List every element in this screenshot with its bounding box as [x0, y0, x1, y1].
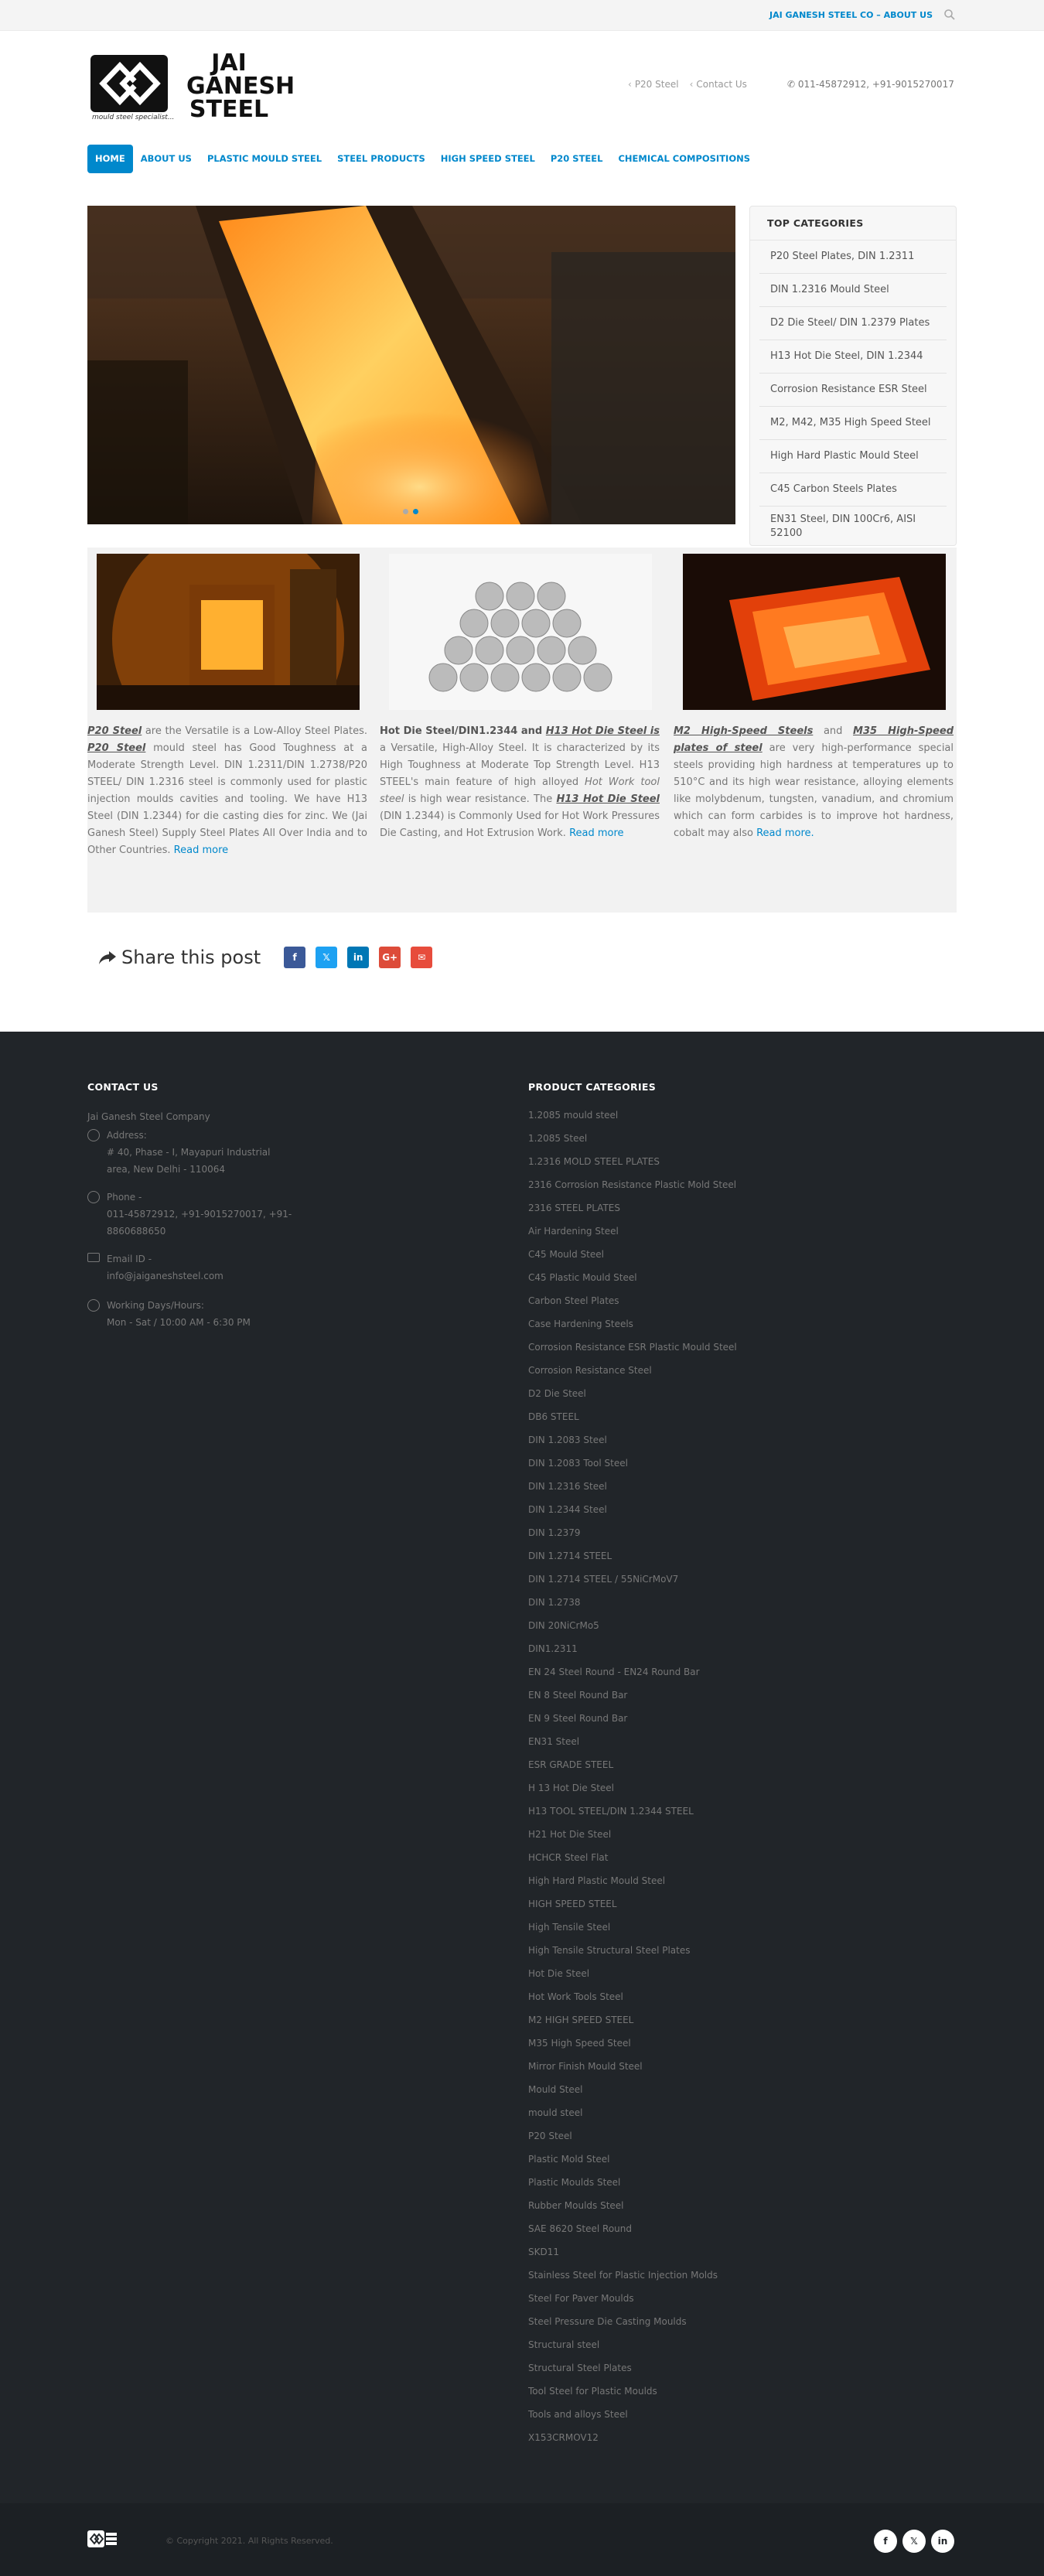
whatsapp-icon [87, 1191, 100, 1203]
share-label: Share this post [121, 947, 261, 968]
product-category-link[interactable]: X153CRMOV12 [528, 2432, 599, 2443]
footer-linkedin-button[interactable]: in [931, 2530, 954, 2553]
logo-line-2: GANESH [186, 73, 295, 100]
email-text[interactable]: info@jaiganeshsteel.com [107, 1271, 223, 1281]
feature-p20-text: P20 Steel are the Versatile is a Low-Alloy Steel Plates. P20 Steel mould steel has Good Toughness at a Moderate Strength Level. DIN 1.2311/DIN 1.2738/P20 STEEL/ DIN 1.2316 steel is commonly used for plastic injection moulds cavities and tooling. We have H13 Steel (DIN 1.2344) for die casting dies for zinc. We (Jai Ganesh Steel) Supply Steel Plates All Over India and to Other Countries. Read more [87, 725, 368, 856]
product-categories-title: PRODUCT CATEGORIES [528, 1081, 657, 1093]
product-category-link[interactable]: Plastic Moulds Steel [528, 2177, 621, 2188]
hours-block [87, 1297, 288, 1336]
product-category-link[interactable]: H 13 Hot Die Steel [528, 1783, 614, 1793]
product-category-link[interactable]: DIN 1.2083 Steel [528, 1435, 607, 1445]
category-item[interactable]: P20 Steel Plates, DIN 1.2311 [759, 241, 947, 274]
product-category-link[interactable]: 1.2085 Steel [528, 1133, 588, 1144]
product-category-link[interactable]: Carbon Steel Plates [528, 1295, 619, 1306]
chevron-right-icon: ‹ [628, 79, 632, 90]
product-category-link[interactable]: H21 Hot Die Steel [528, 1829, 612, 1840]
featured-content [87, 548, 957, 913]
product-category-link[interactable]: Hot Work Tools Steel [528, 1991, 623, 2002]
product-category-link[interactable]: EN31 Steel [528, 1736, 580, 1747]
product-category-link[interactable]: DIN 20NiCrMo5 [528, 1620, 599, 1631]
product-category-link[interactable]: Mould Steel [528, 2084, 583, 2095]
product-category-link[interactable]: DIN 1.2714 STEEL / 55NiCrMoV7 [528, 1574, 679, 1585]
clock-icon [87, 1299, 100, 1312]
main-nav [87, 145, 758, 173]
hot-steel-slab-image [87, 206, 735, 524]
category-item[interactable]: C45 Carbon Steels Plates [759, 473, 947, 507]
product-category-link[interactable]: C45 Mould Steel [528, 1249, 604, 1260]
share-linkedin-button[interactable]: in [347, 947, 369, 968]
product-category-link[interactable]: ESR GRADE STEEL [528, 1759, 614, 1770]
nav-steel-products[interactable]: STEEL PRODUCTS [337, 153, 425, 164]
feature-m2-text: M2 High-Speed Steels and M35 High-Speed plates of steel are very high-performance special steels providing high hardness at temperatures up to 510°C and its high wear resistance, alloying elements like molybdenum, tungsten, vanadium, and chromium which can form carbides is to improve hot hardness, cobalt may also Read more. [674, 725, 954, 839]
slider-dot-2[interactable] [413, 509, 418, 514]
product-category-link[interactable]: HIGH SPEED STEEL [528, 1899, 617, 1909]
product-category-link[interactable]: 1.2316 MOLD STEEL PLATES [528, 1156, 660, 1167]
copyright-bar [0, 2503, 1044, 2576]
product-category-link[interactable]: DIN 1.2379 [528, 1527, 581, 1538]
product-category-link[interactable]: Steel Pressure Die Casting Moulds [528, 2316, 687, 2327]
product-category-link[interactable]: EN 9 Steel Round Bar [528, 1713, 628, 1724]
product-category-link[interactable]: C45 Plastic Mould Steel [528, 1272, 637, 1283]
logo-line-3: STEEL [189, 96, 269, 123]
hours-text: Mon - Sat / 10:00 AM - 6:30 PM [107, 1317, 251, 1328]
envelope-icon [87, 1253, 100, 1262]
header-links [628, 79, 747, 90]
product-category-link[interactable]: Stainless Steel for Plastic Injection Molds [528, 2270, 718, 2281]
product-category-link[interactable]: Tools and alloys Steel [528, 2409, 628, 2420]
header-phone[interactable]: ✆ 011-45872912, +91-9015270017 [787, 79, 954, 90]
product-category-link[interactable]: Steel For Paver Moulds [528, 2293, 634, 2304]
phone-icon: ✆ [787, 79, 796, 90]
category-item[interactable]: High Hard Plastic Mould Steel [759, 440, 947, 473]
product-category-link[interactable]: Plastic Mold Steel [528, 2154, 610, 2165]
product-category-link[interactable]: M2 HIGH SPEED STEEL [528, 2015, 634, 2025]
product-category-link[interactable]: DIN 1.2344 Steel [528, 1504, 607, 1515]
read-more-link[interactable]: Read more [569, 827, 624, 839]
product-category-link[interactable]: Air Hardening Steel [528, 1226, 619, 1237]
copyright-text: © Copyright 2021. All Rights Reserved. [165, 2536, 333, 2546]
product-category-link[interactable]: 2316 STEEL PLATES [528, 1203, 620, 1213]
share-icon [98, 950, 117, 965]
top-bar [0, 0, 1044, 31]
chevron-right-icon: ‹ [689, 79, 694, 90]
header-link-contact[interactable]: ‹ Contact Us [689, 79, 747, 90]
email-block [87, 1250, 288, 1289]
product-category-link[interactable]: DIN 1.2714 STEEL [528, 1551, 612, 1561]
map-marker-icon [87, 1129, 100, 1141]
hot-plate-image [683, 554, 946, 710]
category-item[interactable]: D2 Die Steel/ DIN 1.2379 Plates [759, 307, 947, 340]
site-logo[interactable] [87, 49, 295, 126]
nav-high-speed-steel[interactable]: HIGH SPEED STEEL [440, 153, 535, 164]
product-category-link[interactable]: High Tensile Steel [528, 1922, 611, 1933]
category-item[interactable]: EN31 Steel, DIN 100Cr6, AISI 52100 [770, 513, 916, 539]
product-category-link[interactable]: DIN 1.2316 Steel [528, 1481, 607, 1492]
hero-slider[interactable] [87, 206, 735, 524]
product-category-link[interactable]: Case Hardening Steels [528, 1319, 633, 1329]
contact-title: CONTACT US [87, 1081, 159, 1093]
product-categories-list [528, 1107, 752, 2453]
product-category-link[interactable]: High Hard Plastic Mould Steel [528, 1875, 666, 1886]
footer-facebook-button[interactable]: f [874, 2530, 897, 2553]
address-text: # 40, Phase - I, Mayapuri Industrial area, New Delhi - 110064 [107, 1147, 271, 1175]
feature-h13-text: Hot Die Steel/DIN1.2344 and H13 Hot Die Steel is a Versatile, High-Alloy Steel. It is characterized by its High Toughness at Moderate Top Strength Level. H13 STEEL's main feature of high alloyed Hot Work tool steel is high wear resistance. The H13 Hot Die Steel (DIN 1.2344) is Commonly Used for Hot Work Pressures Die Casting, and Hot Extrusion Work. Read more [380, 725, 660, 839]
company-name: Jai Ganesh Steel Company [87, 1111, 210, 1122]
top-categories-widget [749, 206, 957, 546]
nav-about-us[interactable]: ABOUT US [140, 153, 192, 164]
share-facebook-button[interactable]: f [284, 947, 305, 968]
footer-logo[interactable] [87, 2528, 118, 2551]
product-category-link[interactable]: Structural Steel Plates [528, 2363, 632, 2373]
address-block [87, 1127, 288, 1181]
product-category-link[interactable]: 2316 Corrosion Resistance Plastic Mold Steel [528, 1179, 737, 1190]
product-category-link[interactable]: Hot Die Steel [528, 1968, 590, 1979]
product-category-link[interactable]: Mirror Finish Mould Steel [528, 2061, 643, 2072]
product-category-link[interactable]: EN 8 Steel Round Bar [528, 1690, 628, 1701]
email-label: Email ID - [107, 1254, 152, 1264]
header-link-p20[interactable]: ‹ P20 Steel [628, 79, 679, 90]
category-item[interactable]: M2, M42, M35 High Speed Steel [759, 407, 947, 440]
nav-p20-steel[interactable]: P20 STEEL [550, 153, 603, 164]
phone-block [87, 1189, 292, 1243]
phone-label: Phone - [107, 1192, 142, 1203]
share-email-button[interactable]: ✉ [411, 947, 432, 968]
category-item[interactable]: H13 Hot Die Steel, DIN 1.2344 [759, 340, 947, 374]
product-category-link[interactable]: DB6 STEEL [528, 1411, 579, 1422]
product-category-link[interactable]: D2 Die Steel [528, 1388, 586, 1399]
product-category-link[interactable]: DIN 1.2738 [528, 1597, 581, 1608]
logo-line-1: JAI [211, 49, 247, 77]
product-category-link[interactable]: Rubber Moulds Steel [528, 2200, 624, 2211]
product-category-link[interactable]: H13 TOOL STEEL/DIN 1.2344 STEEL [528, 1806, 694, 1817]
product-category-link[interactable]: SAE 8620 Steel Round [528, 2223, 633, 2234]
share-x-button[interactable]: 𝕏 [316, 947, 337, 968]
product-category-link[interactable]: Corrosion Resistance ESR Plastic Mould Steel [528, 1342, 737, 1353]
product-category-link[interactable]: EN 24 Steel Round - EN24 Round Bar [528, 1667, 700, 1677]
product-category-link[interactable]: 1.2085 mould steel [528, 1110, 619, 1121]
category-item[interactable]: Corrosion Resistance ESR Steel [759, 374, 947, 407]
product-category-link[interactable]: DIN 1.2083 Tool Steel [528, 1458, 628, 1469]
product-category-link[interactable]: mould steel [528, 2107, 583, 2118]
nav-plastic-mould-steel[interactable]: PLASTIC MOULD STEEL [206, 153, 322, 164]
logo-tagline: mould steel specialist... [92, 114, 175, 121]
product-category-link[interactable]: HCHCR Steel Flat [528, 1852, 609, 1863]
product-category-link[interactable]: M35 High Speed Steel [528, 2038, 631, 2049]
product-category-link[interactable]: SKD11 [528, 2247, 559, 2257]
product-category-link[interactable]: Corrosion Resistance Steel [528, 1365, 652, 1376]
slider-dots [403, 509, 418, 514]
share-google-button[interactable]: G+ [379, 947, 401, 968]
furnace-image [97, 554, 360, 710]
share-bar [98, 947, 442, 968]
steel-bars-image [389, 554, 652, 710]
category-item[interactable]: DIN 1.2316 Mould Steel [759, 274, 947, 307]
about-us-top-link[interactable]: JAI GANESH STEEL CO – ABOUT US [769, 10, 933, 20]
search-icon[interactable] [943, 9, 956, 21]
nav-home[interactable]: HOME [87, 145, 133, 173]
phone-text[interactable]: 011-45872912, +91-9015270017, +91-8860688650 [107, 1209, 292, 1237]
read-more-link[interactable]: Read more [173, 844, 229, 856]
slider-dot-1[interactable] [403, 509, 408, 514]
product-category-link[interactable]: High Tensile Structural Steel Plates [528, 1945, 691, 1956]
footer-x-button[interactable]: 𝕏 [902, 2530, 926, 2553]
hours-label: Working Days/Hours: [107, 1300, 204, 1311]
product-category-link[interactable]: Tool Steel for Plastic Moulds [528, 2386, 657, 2397]
top-categories-title: TOP CATEGORIES [750, 206, 956, 241]
product-category-link[interactable]: DIN1.2311 [528, 1643, 578, 1654]
read-more-link[interactable]: Read more. [756, 827, 814, 839]
product-category-link[interactable]: P20 Steel [528, 2131, 572, 2141]
product-category-link[interactable]: Structural steel [528, 2339, 600, 2350]
nav-chemical-compositions[interactable]: CHEMICAL COMPOSITIONS [618, 153, 751, 164]
address-label: Address: [107, 1130, 147, 1141]
